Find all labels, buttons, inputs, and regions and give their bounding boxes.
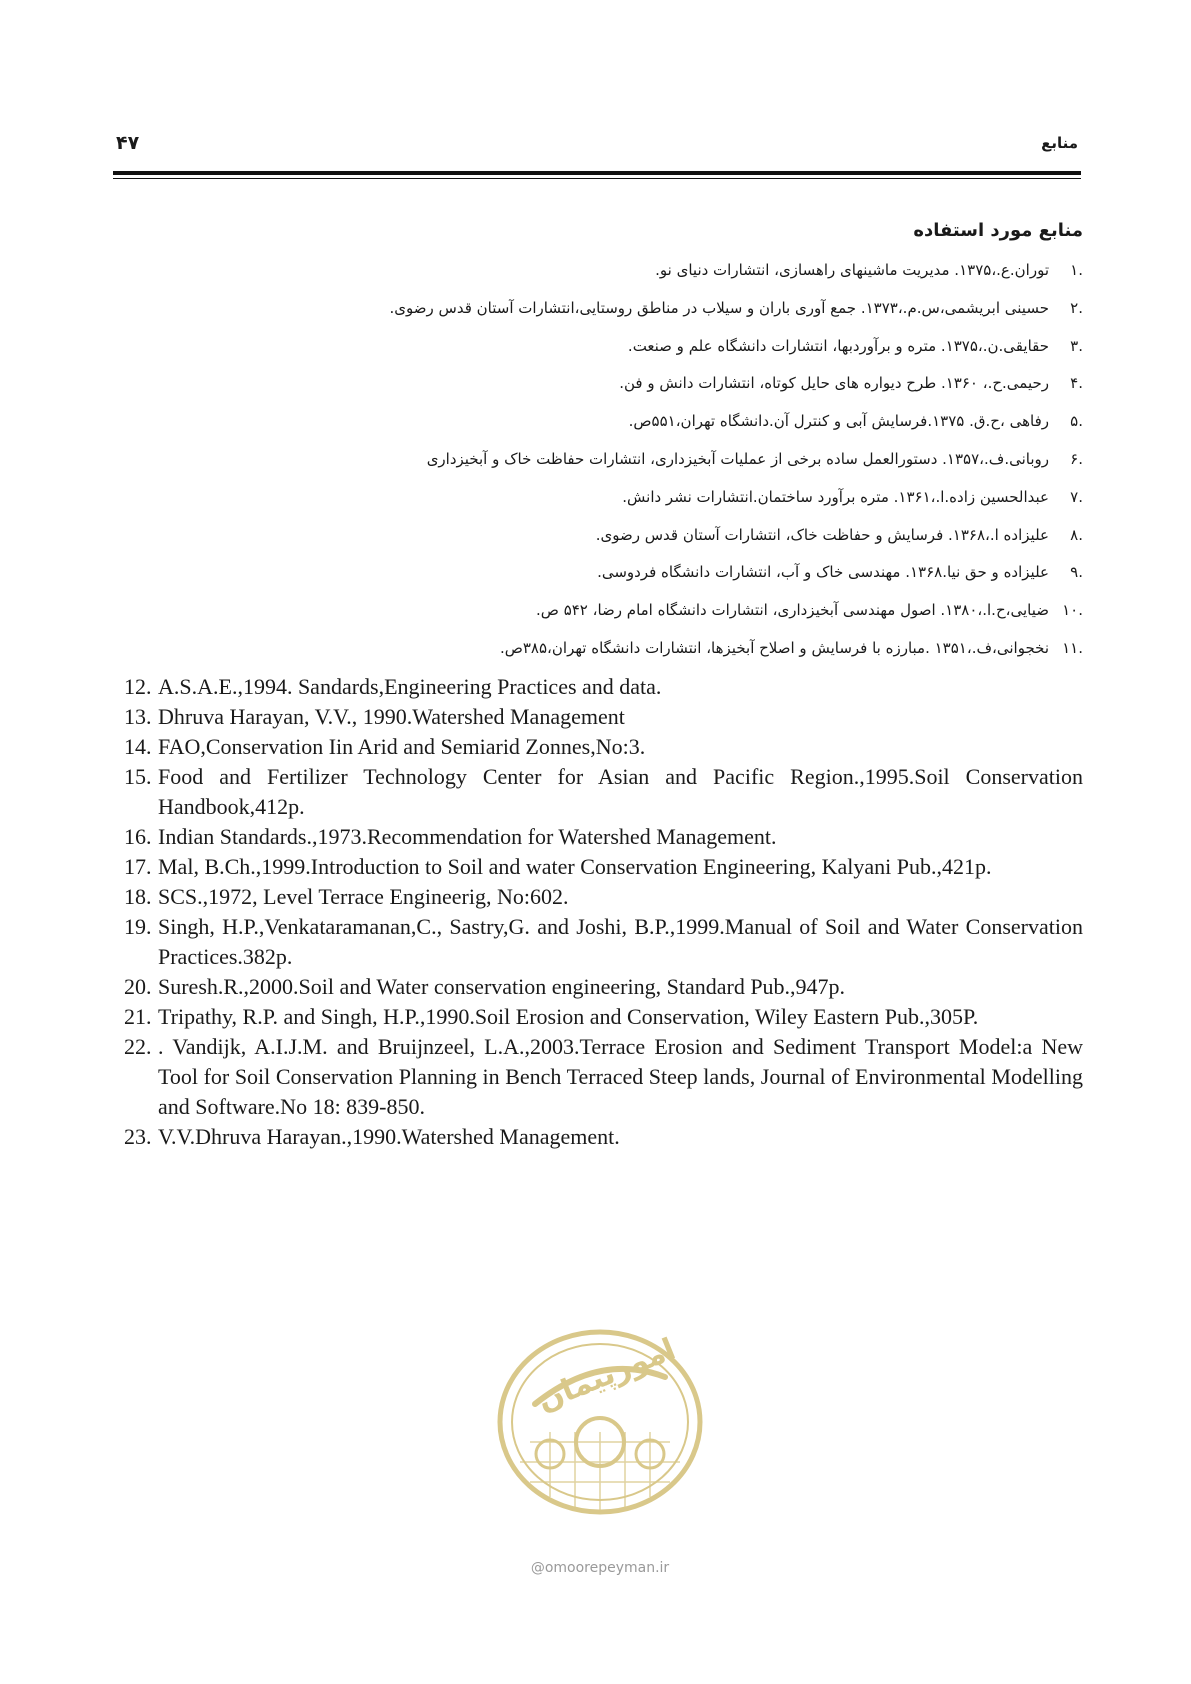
reference-text: علیزاده و حق نیا.۱۳۶۸. مهندسی خاک و آب، انتشارات دانشگاه فردوسی. (597, 563, 1049, 582)
reference-text: رحیمی.ح.، ۱۳۶۰. طرح دیواره های حایل کوتاه، انتشارات دانش و فن. (619, 374, 1049, 393)
reference-text: حقایقی.ن.،۱۳۷۵. متره و برآوردبها، انتشارات دانشگاه علم و صنعت. (627, 336, 1049, 355)
reference-text: FAO,Conservation Iin Arid and Semiarid Zonnes,No:3. (158, 734, 646, 759)
english-reference-item (124, 822, 1083, 852)
reference-text: Tripathy, R.P. and Singh, H.P.,1990.Soil Erosion and Conservation, Wiley Eastern Pub.,305P. (158, 1004, 979, 1029)
persian-reference-item (163, 335, 1083, 373)
reference-number: .۱۰ (1062, 601, 1083, 620)
reference-number: .۹ (1070, 563, 1083, 582)
reference-text: A.S.A.E.,1994. Sandards,Engineering Practices and data. (158, 674, 662, 699)
watermark-logo-text: امورپیمان (532, 1331, 681, 1419)
persian-reference-item (163, 448, 1083, 486)
reference-number: .۷ (1070, 487, 1083, 506)
persian-reference-item (163, 372, 1083, 410)
reference-text: رفاهی ،ح.ق. ۱۳۷۵.فرسایش آبی و کنترل آن.دانشگاه تهران،۵۵۱ص. (628, 412, 1049, 431)
reference-number: .۲ (1070, 298, 1083, 317)
persian-reference-item (163, 259, 1083, 297)
english-reference-item (124, 1002, 1083, 1032)
reference-text: حسینی ابریشمی،س.م.،۱۳۷۳. جمع آوری باران و سیلاب در مناطق روستایی،انتشارات آستان قدس رضوی. (389, 298, 1049, 317)
english-reference-item (124, 912, 1083, 972)
english-reference-item (124, 972, 1083, 1002)
reference-number: 14. (124, 734, 152, 759)
reference-text: Indian Standards.,1973.Recommendation for Watershed Management. (158, 824, 777, 849)
persian-reference-item (163, 524, 1083, 562)
reference-text: عبدالحسین زاده.ا.،۱۳۶۱. متره برآورد ساختمان.انتشارات نشر دانش. (622, 487, 1049, 506)
persian-reference-item (163, 637, 1083, 675)
persian-reference-item (163, 297, 1083, 335)
persian-reference-item (163, 410, 1083, 448)
reference-number: 16. (124, 824, 152, 849)
header-rule-thin (113, 178, 1081, 179)
reference-text: توران.ع.،۱۳۷۵. مدیریت ماشینهای راهسازی، انتشارات دنیای نو. (655, 261, 1049, 279)
running-header-section: منابع (1041, 134, 1078, 152)
reference-number: 21. (124, 1004, 152, 1029)
reference-text: Mal, B.Ch.,1999.Introduction to Soil and water Conservation Engineering, Kalyani Pub.,421p. (158, 854, 992, 879)
english-reference-item (124, 1122, 1083, 1152)
reference-number: .۳ (1070, 336, 1083, 355)
watermark-logo (490, 1322, 710, 1522)
reference-number: 22. (124, 1034, 152, 1059)
english-reference-item (124, 762, 1083, 822)
reference-number: 12. (124, 674, 152, 699)
persian-reference-item (163, 486, 1083, 524)
reference-text: SCS.,1972, Level Terrace Engineerig, No:602. (158, 884, 569, 909)
reference-text: Food and Fertilizer Technology Center for Asian and Pacific Region.,1995.Soil Conservation Handbook,412p. (158, 764, 1083, 819)
reference-number: .۶ (1070, 449, 1083, 468)
reference-number: .۱۱ (1062, 638, 1083, 657)
reference-number: .۸ (1070, 525, 1083, 544)
reference-text: ضیایی،ح.ا.،۱۳۸۰. اصول مهندسی آبخیزداری، انتشارات دانشگاه امام رضا، ۵۴۲ ص. (536, 601, 1049, 620)
reference-text: Suresh.R.,2000.Soil and Water conservation engineering, Standard Pub.,947p. (158, 974, 846, 999)
reference-number: 20. (124, 974, 152, 999)
english-reference-item (124, 732, 1083, 762)
reference-text: . Vandijk, A.I.J.M. and Bruijnzeel, L.A.,2003.Terrace Erosion and Sediment Transport Model:a New Tool for Soil Conservation Planning in Bench Terraced Steep lands, Journal of Environmental Modelling and Software.No 18: 839-850. (158, 1034, 1083, 1119)
persian-reference-item (163, 599, 1083, 637)
reference-text: نخجوانی،ف.،۱۳۵۱ .مبارزه با فرسایش و اصلاح آبخیزها، انتشارات دانشگاه تهران،۳۸۵ص. (499, 638, 1049, 657)
english-reference-item (124, 1032, 1083, 1122)
reference-text: V.V.Dhruva Harayan.,1990.Watershed Management. (158, 1124, 620, 1149)
reference-text: روبانی.ف.،۱۳۵۷. دستورالعمل ساده برخی از عملیات آبخیزداری، انتشارات حفاظت خاک و آبخیزداری (426, 449, 1049, 468)
reference-number: 17. (124, 854, 152, 879)
reference-number: .۱ (1070, 261, 1083, 279)
persian-reference-item (163, 561, 1083, 599)
watermark-caption: @omoorepeyman.ir (530, 1560, 670, 1576)
english-reference-item (124, 672, 1083, 702)
header-rule-thick (113, 171, 1081, 175)
reference-number: .۴ (1070, 374, 1083, 393)
english-reference-item (124, 852, 1083, 882)
reference-number: 19. (124, 914, 152, 939)
reference-text: علیزاده ا.،۱۳۶۸. فرسایش و حفاظت خاک، انتشارات آستان قدس رضوی. (595, 525, 1049, 544)
reference-number: 15. (124, 764, 152, 789)
english-reference-list (124, 672, 1083, 1152)
references-title: منابع مورد استفاده (913, 220, 1083, 241)
reference-number: .۵ (1070, 412, 1083, 431)
reference-text: Dhruva Harayan, V.V., 1990.Watershed Management (158, 704, 625, 729)
reference-text: Singh, H.P.,Venkataramanan,C., Sastry,G. and Joshi, B.P.,1999.Manual of Soil and Water Conservation Practices.382p. (158, 914, 1083, 969)
english-reference-item (124, 702, 1083, 732)
page-number: ۴۷ (116, 132, 140, 154)
english-reference-item (124, 882, 1083, 912)
reference-number: 13. (124, 704, 152, 729)
persian-reference-list (163, 259, 1083, 675)
reference-number: 23. (124, 1124, 152, 1149)
reference-number: 18. (124, 884, 152, 909)
